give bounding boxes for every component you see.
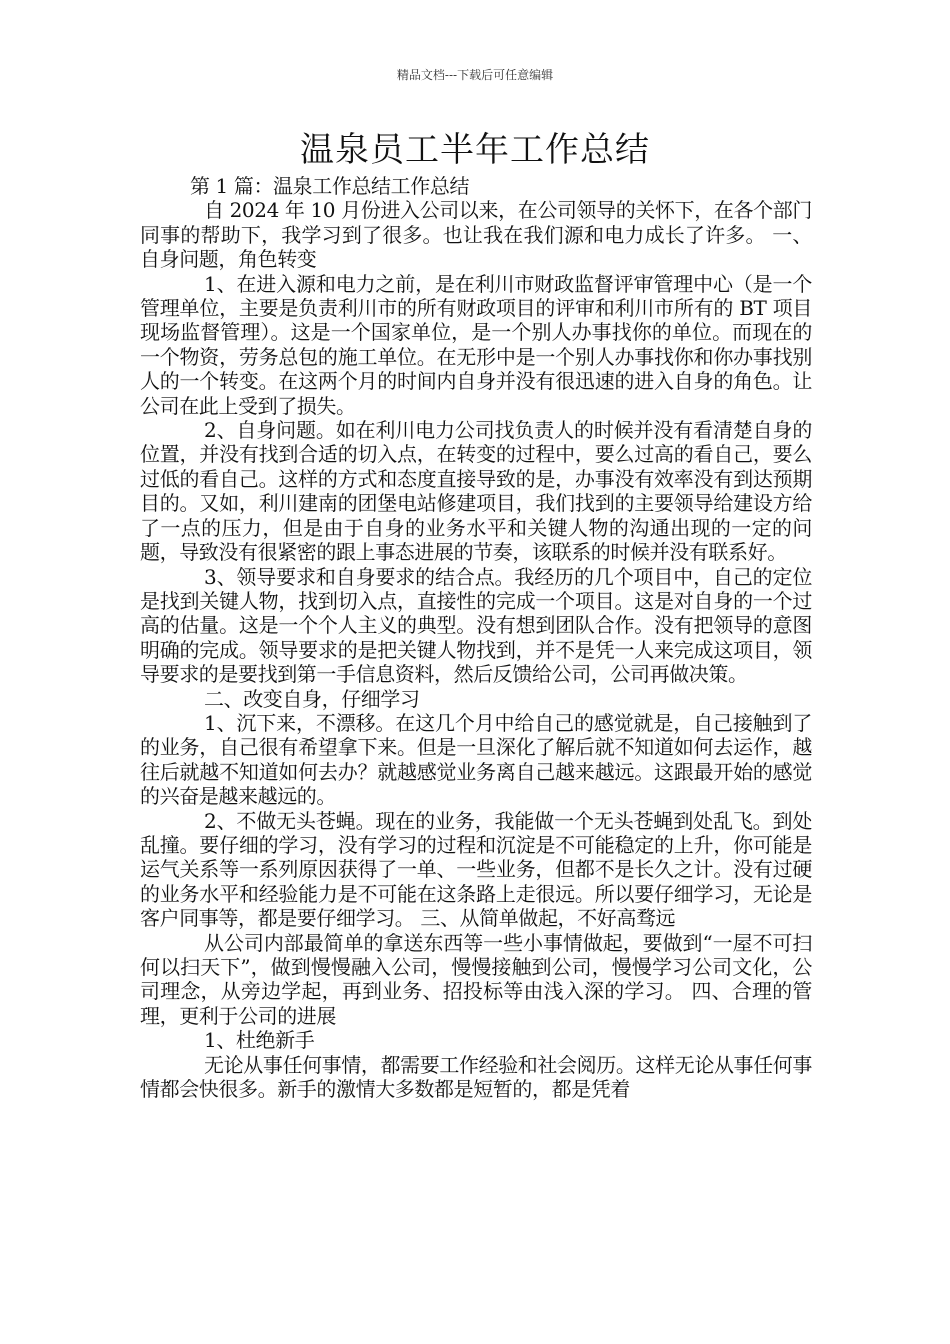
intro-paragraph: 自 2024 年 10 月份进入公司以来，在公司领导的关怀下，在各个部门同事的帮助下，我学习到了很多。也让我在我们源和电力成长了许多。 一、自身问题，角色转变	[140, 198, 812, 272]
document-header-note: 精品文档---下载后可任意编辑	[396, 68, 554, 82]
document-body	[140, 174, 812, 1101]
paragraph-settle-down: 1、沉下来，不漂移。在这几个月中给自己的感觉就是，自己接触到了的业务，自己很有希望拿下来。但是一旦深化了解后就不知道如何去运作，越往后就越不知道如何去办？就越感觉业务离自己越来越远。这跟最开始的感觉的兴奋是越来越远的。	[140, 710, 812, 809]
section-heading-2: 二、改变自身，仔细学习	[204, 686, 420, 711]
paragraph-start-simple: 从公司内部最简单的拿送东西等一些小事情做起，要做到“一屋不可扫何以扫天下”，做到慢慢融入公司，慢慢接触到公司，慢慢学习公司文化，公司理念，从旁边学起，再到业务、招投标等由浅入深的学习。 四、合理的管理，更利于公司的进展	[140, 930, 812, 1028]
document-title: 温泉员工半年工作总结	[300, 130, 650, 170]
paragraph-role-change: 1、在进入源和电力之前，是在利川市财政监督评审管理中心（是一个管理单位，主要是负责利川市的所有财政项目的评审和利川市所有的 BT 项目现场监督管理）。这是一个国家单位，是一个别人办事找你的单位。而现在的一个物资，劳务总包的施工单位。在无形中是一个别人办事找你和你办事找别人的一个转变。在这两个月的时间内自身并没有很迅速的进入自身的角色。让公司在此上受到了损失。	[140, 271, 812, 418]
subsection-heading-no-novice: 1、杜绝新手	[204, 1028, 315, 1053]
chapter-heading: 第 1 篇：温泉工作总结工作总结	[190, 174, 470, 198]
paragraph-self-issues: 2、自身问题。如在利川电力公司找负责人的时候并没有看清楚自身的位置，并没有找到合适的切入点，在转变的过程中，要么过高的看自己，要么过低的看自己。这样的方式和态度直接导致的是，办事没有效率没有到达预期目的。又如，利川建南的团堡电站修建项目，我们找到的主要领导给建设方给了一点的压力，但是由于自身的业务水平和关键人物的沟通出现的一定的问题，导致没有很紧密的跟上事态进展的节奏，该联系的时候并没有联系好。	[140, 418, 812, 565]
paragraph-requirements: 3、领导要求和自身要求的结合点。我经历的几个项目中，自己的定位是找到关键人物，找到切入点，直接性的完成一个项目。这是对自身的一个过高的估量。这是一个个人主义的典型。没有想到团队合作。没有把领导的意图明确的完成。领导要求的是把关键人物找到，并不是凭一人来完成这项目，领导要求的是要找到第一手信息资料，然后反馈给公司，公司再做决策。	[140, 564, 812, 687]
paragraph-no-headless-fly: 2、不做无头苍蝇。现在的业务，我能做一个无头苍蝇到处乱飞。到处乱撞。要仔细的学习，没有学习的过程和沉淀是不可能稳定的上升，你可能是运气关系等一系列原因获得了一单、一些业务，但都不是长久之计。没有过硬的业务水平和经验能力是不可能在这条路上走很远。所以要仔细学习，无论是客户同事等，都是要仔细学习。 三、从简单做起，不好高骛远	[140, 808, 812, 931]
paragraph-experience: 无论从事任何事情，都需要工作经验和社会阅历。这样无论从事任何事情都会快很多。新手的激情大多数都是短暂的，都是凭着	[140, 1052, 812, 1102]
